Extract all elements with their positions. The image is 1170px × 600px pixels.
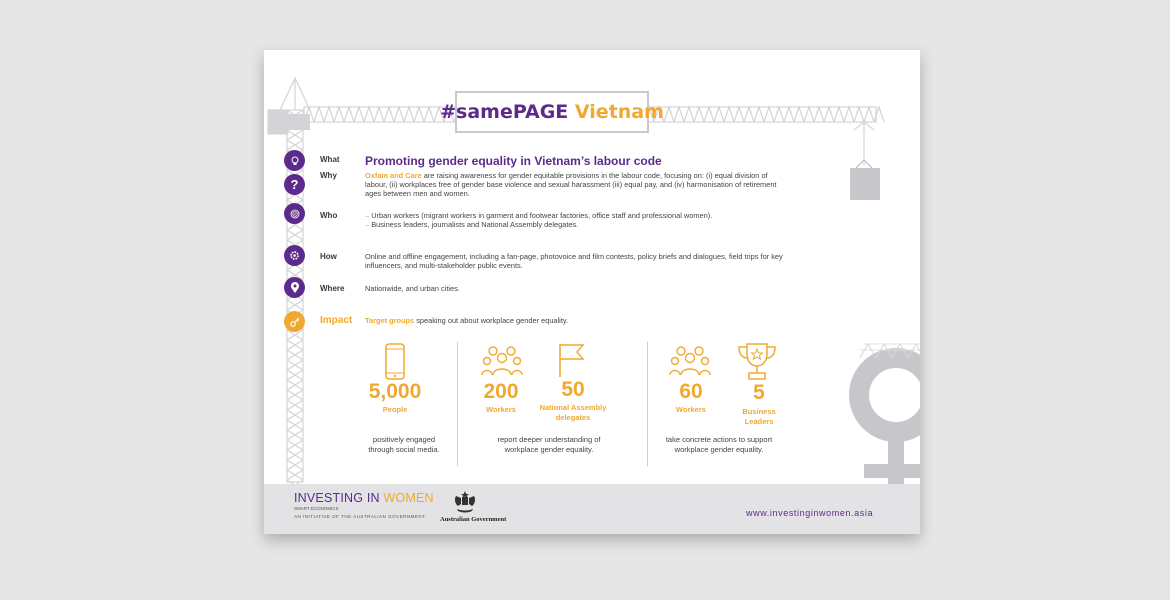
stat-group3-desc: take concrete actions to support workplace gender equality. xyxy=(665,435,773,454)
key-icon xyxy=(284,311,305,332)
section-heading: Promoting gender equality in Vietnam’s labour code xyxy=(365,154,662,168)
stat-workers-value: 200 xyxy=(483,380,519,403)
stat-group1-desc: positively engaged through social media. xyxy=(368,435,440,454)
infographic-card xyxy=(264,50,920,534)
lightbulb-icon xyxy=(284,150,305,171)
title-part2: Vietnam xyxy=(574,101,664,123)
stat-delegates-value: 50 xyxy=(561,378,585,401)
who-text xyxy=(365,211,785,229)
stat-people-value: 5,000 xyxy=(368,380,422,403)
flag-icon xyxy=(556,342,586,378)
why-text xyxy=(365,171,785,198)
phone-icon xyxy=(382,343,408,381)
stat-workers2-value: 60 xyxy=(679,380,703,403)
australian-government-label: Australian Government xyxy=(440,516,507,523)
how-label: How xyxy=(320,252,337,261)
who-line-1: – Urban workers (migrant workers in garment and footwear factories, office staff and professional women). xyxy=(365,211,713,220)
who-line-2: – Business leaders, journalists and National Assembly delegates. xyxy=(365,220,579,229)
divider-1 xyxy=(457,342,458,466)
stat-leaders-unit: Business Leaders xyxy=(742,407,776,426)
impact-text xyxy=(365,316,785,325)
stat-workers2-unit: Workers xyxy=(676,405,706,414)
australian-coat-of-arms-icon xyxy=(452,490,478,514)
impact-label: Impact xyxy=(320,315,353,326)
why-label: Why xyxy=(320,171,337,180)
impact-lead: Target groups xyxy=(365,316,415,325)
divider-2 xyxy=(647,342,648,466)
website-link[interactable]: www.investinginwomen.asia xyxy=(746,508,874,518)
how-text: Online and offline engagement, including a fan-page, photovoice and film contests, policy briefs and dialogues, field trips for key influencers, and multi-stakeholder public events. xyxy=(365,252,783,270)
title-part1: #samePAGE xyxy=(440,101,569,123)
location-pin-icon xyxy=(284,277,305,298)
trophy-icon xyxy=(736,342,778,382)
people-group-icon xyxy=(481,345,523,377)
impact-body: speaking out about workplace gender equality. xyxy=(414,316,569,325)
page-title xyxy=(440,91,664,133)
people-group-icon-2 xyxy=(669,345,711,377)
stat-delegates-unit: National Assembly delegates xyxy=(539,403,607,422)
why-lead: Oxfam and Care xyxy=(365,171,422,180)
where-text: Nationwide, and urban cities. xyxy=(365,284,460,293)
stat-workers-unit: Workers xyxy=(486,405,516,414)
why-body: are raising awareness for gender equitable provisions in the labour code, focusing on: (i) equal division of labour, (ii) workplaces free of gender base violence and sexual harassment (iii) equal pay, and (iv) harmonisation of retirement ages between men and women. xyxy=(365,171,777,198)
gear-icon xyxy=(284,245,305,266)
where-label: Where xyxy=(320,284,345,293)
who-label: Who xyxy=(320,211,338,220)
stat-group2-desc: report deeper understanding of workplace gender equality. xyxy=(497,435,601,454)
logo-tagline: SMART ECONOMICS xyxy=(294,506,339,511)
stat-people-unit: People xyxy=(382,405,408,414)
what-label: What xyxy=(320,155,340,164)
female-symbol-icon xyxy=(859,344,920,506)
question-mark-icon: ? xyxy=(284,174,305,195)
logo-initiative: AN INITIATIVE OF THE AUSTRALIAN GOVERNMENT xyxy=(294,514,426,519)
stat-leaders-value: 5 xyxy=(753,381,765,404)
investing-in-women-logo[interactable]: INVESTING IN WOMEN xyxy=(294,491,434,505)
fingerprint-icon xyxy=(284,203,305,224)
